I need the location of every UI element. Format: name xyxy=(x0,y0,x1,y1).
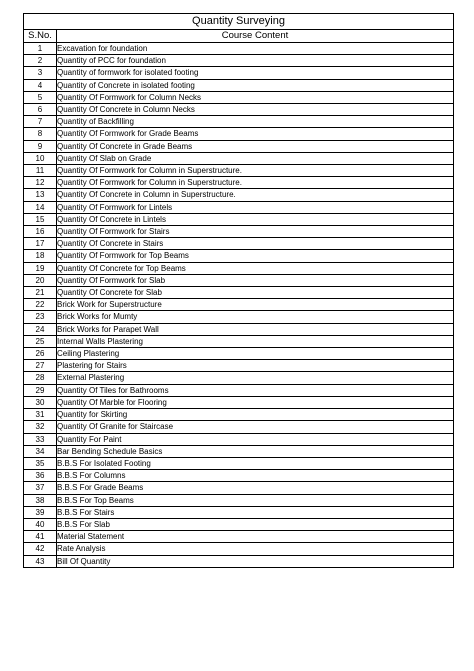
row-serial-number: 33 xyxy=(24,433,57,445)
table-row xyxy=(24,274,454,286)
row-course-content: B.B.S For Top Beams xyxy=(57,494,454,506)
table-row xyxy=(24,531,454,543)
row-serial-number: 39 xyxy=(24,506,57,518)
table-row xyxy=(24,226,454,238)
row-serial-number: 36 xyxy=(24,470,57,482)
table-row xyxy=(24,372,454,384)
row-course-content: Quantity Of Tiles for Bathrooms xyxy=(57,384,454,396)
row-course-content: Quantity of Concrete in isolated footing xyxy=(57,79,454,91)
course-content-table xyxy=(23,13,454,568)
row-course-content: Quantity Of Formwork for Slab xyxy=(57,274,454,286)
row-serial-number: 37 xyxy=(24,482,57,494)
row-serial-number: 13 xyxy=(24,189,57,201)
table-row xyxy=(24,396,454,408)
table-row xyxy=(24,55,454,67)
row-serial-number: 11 xyxy=(24,165,57,177)
row-serial-number: 19 xyxy=(24,262,57,274)
row-serial-number: 22 xyxy=(24,299,57,311)
row-serial-number: 10 xyxy=(24,152,57,164)
row-serial-number: 23 xyxy=(24,311,57,323)
row-course-content: Quantity Of Formwork for Lintels xyxy=(57,201,454,213)
table-row xyxy=(24,213,454,225)
table-row xyxy=(24,79,454,91)
row-serial-number: 31 xyxy=(24,409,57,421)
table-row xyxy=(24,482,454,494)
table-row xyxy=(24,421,454,433)
row-serial-number: 29 xyxy=(24,384,57,396)
row-course-content: Bar Bending Schedule Basics xyxy=(57,445,454,457)
table-row xyxy=(24,360,454,372)
row-serial-number: 38 xyxy=(24,494,57,506)
row-course-content: Quantity Of Formwork for Column in Superstructure. xyxy=(57,165,454,177)
row-course-content: B.B.S For Stairs xyxy=(57,506,454,518)
row-course-content: Quantity for Skirting xyxy=(57,409,454,421)
row-course-content: B.B.S For Grade Beams xyxy=(57,482,454,494)
row-serial-number: 34 xyxy=(24,445,57,457)
table-row xyxy=(24,128,454,140)
table-row xyxy=(24,433,454,445)
row-course-content: B.B.S For Columns xyxy=(57,470,454,482)
row-course-content: Quantity Of Formwork for Top Beams xyxy=(57,250,454,262)
course-content-column-header: Course Content xyxy=(57,30,454,43)
table-row xyxy=(24,67,454,79)
row-serial-number: 20 xyxy=(24,274,57,286)
row-serial-number: 17 xyxy=(24,238,57,250)
row-serial-number: 12 xyxy=(24,177,57,189)
row-course-content: Quantity Of Formwork for Stairs xyxy=(57,226,454,238)
row-course-content: Quantity Of Concrete in Stairs xyxy=(57,238,454,250)
table-row xyxy=(24,518,454,530)
table-row xyxy=(24,165,454,177)
table-row xyxy=(24,299,454,311)
table-row xyxy=(24,177,454,189)
row-serial-number: 43 xyxy=(24,555,57,567)
sno-column-header: S.No. xyxy=(24,30,57,43)
row-course-content: Bill Of Quantity xyxy=(57,555,454,567)
table-row xyxy=(24,409,454,421)
row-serial-number: 14 xyxy=(24,201,57,213)
row-course-content: Quantity Of Formwork for Grade Beams xyxy=(57,128,454,140)
row-course-content: Quantity Of Marble for Flooring xyxy=(57,396,454,408)
row-course-content: Quantity Of Concrete for Slab xyxy=(57,287,454,299)
row-course-content: External Plastering xyxy=(57,372,454,384)
row-course-content: Quantity of Backfilling xyxy=(57,116,454,128)
document-page xyxy=(23,13,453,568)
row-serial-number: 21 xyxy=(24,287,57,299)
row-serial-number: 3 xyxy=(24,67,57,79)
row-serial-number: 5 xyxy=(24,91,57,103)
row-serial-number: 9 xyxy=(24,140,57,152)
row-serial-number: 32 xyxy=(24,421,57,433)
row-serial-number: 18 xyxy=(24,250,57,262)
table-row xyxy=(24,43,454,55)
table-row xyxy=(24,457,454,469)
table-row xyxy=(24,238,454,250)
table-row xyxy=(24,506,454,518)
row-course-content: Quantity Of Concrete in Column Necks xyxy=(57,104,454,116)
table-row xyxy=(24,116,454,128)
row-course-content: Material Statement xyxy=(57,531,454,543)
row-serial-number: 30 xyxy=(24,396,57,408)
row-course-content: Quantity Of Slab on Grade xyxy=(57,152,454,164)
table-row xyxy=(24,104,454,116)
table-row xyxy=(24,335,454,347)
table-row xyxy=(24,250,454,262)
table-row xyxy=(24,348,454,360)
table-row xyxy=(24,311,454,323)
row-course-content: B.B.S For Slab xyxy=(57,518,454,530)
table-row xyxy=(24,91,454,103)
table-row xyxy=(24,543,454,555)
row-serial-number: 4 xyxy=(24,79,57,91)
row-serial-number: 6 xyxy=(24,104,57,116)
row-serial-number: 28 xyxy=(24,372,57,384)
row-serial-number: 15 xyxy=(24,213,57,225)
table-row xyxy=(24,262,454,274)
row-course-content: Ceiling Plastering xyxy=(57,348,454,360)
row-course-content: Plastering for Stairs xyxy=(57,360,454,372)
row-serial-number: 24 xyxy=(24,323,57,335)
table-body xyxy=(24,43,454,568)
row-course-content: Brick Work for Superstructure xyxy=(57,299,454,311)
row-course-content: Excavation for foundation xyxy=(57,43,454,55)
row-course-content: Quantity of PCC for foundation xyxy=(57,55,454,67)
row-course-content: Brick Works for Mumty xyxy=(57,311,454,323)
row-course-content: Quantity Of Concrete in Lintels xyxy=(57,213,454,225)
row-course-content: Quantity of formwork for isolated footing xyxy=(57,67,454,79)
row-course-content: Rate Analysis xyxy=(57,543,454,555)
table-row xyxy=(24,140,454,152)
row-serial-number: 27 xyxy=(24,360,57,372)
row-course-content: Quantity Of Granite for Staircase xyxy=(57,421,454,433)
row-serial-number: 2 xyxy=(24,55,57,67)
row-serial-number: 42 xyxy=(24,543,57,555)
table-row xyxy=(24,152,454,164)
row-course-content: Quantity Of Concrete in Grade Beams xyxy=(57,140,454,152)
row-serial-number: 8 xyxy=(24,128,57,140)
row-serial-number: 1 xyxy=(24,43,57,55)
row-serial-number: 7 xyxy=(24,116,57,128)
table-row xyxy=(24,384,454,396)
row-course-content: Quantity Of Concrete for Top Beams xyxy=(57,262,454,274)
row-course-content: Quantity Of Formwork for Column in Superstructure. xyxy=(57,177,454,189)
row-serial-number: 25 xyxy=(24,335,57,347)
row-course-content: B.B.S For Isolated Footing xyxy=(57,457,454,469)
row-serial-number: 16 xyxy=(24,226,57,238)
table-row xyxy=(24,470,454,482)
row-serial-number: 40 xyxy=(24,518,57,530)
row-serial-number: 35 xyxy=(24,457,57,469)
row-course-content: Brick Works for Parapet Wall xyxy=(57,323,454,335)
table-row xyxy=(24,323,454,335)
table-row xyxy=(24,445,454,457)
table-row xyxy=(24,201,454,213)
row-course-content: Quantity Of Concrete in Column in Superstructure. xyxy=(57,189,454,201)
row-course-content: Quantity Of Formwork for Column Necks xyxy=(57,91,454,103)
row-serial-number: 41 xyxy=(24,531,57,543)
table-row xyxy=(24,189,454,201)
table-row xyxy=(24,494,454,506)
row-course-content: Quantity For Paint xyxy=(57,433,454,445)
table-title: Quantity Surveying xyxy=(24,14,454,30)
row-course-content: Internal Walls Plastering xyxy=(57,335,454,347)
table-row xyxy=(24,287,454,299)
row-serial-number: 26 xyxy=(24,348,57,360)
table-row xyxy=(24,555,454,567)
